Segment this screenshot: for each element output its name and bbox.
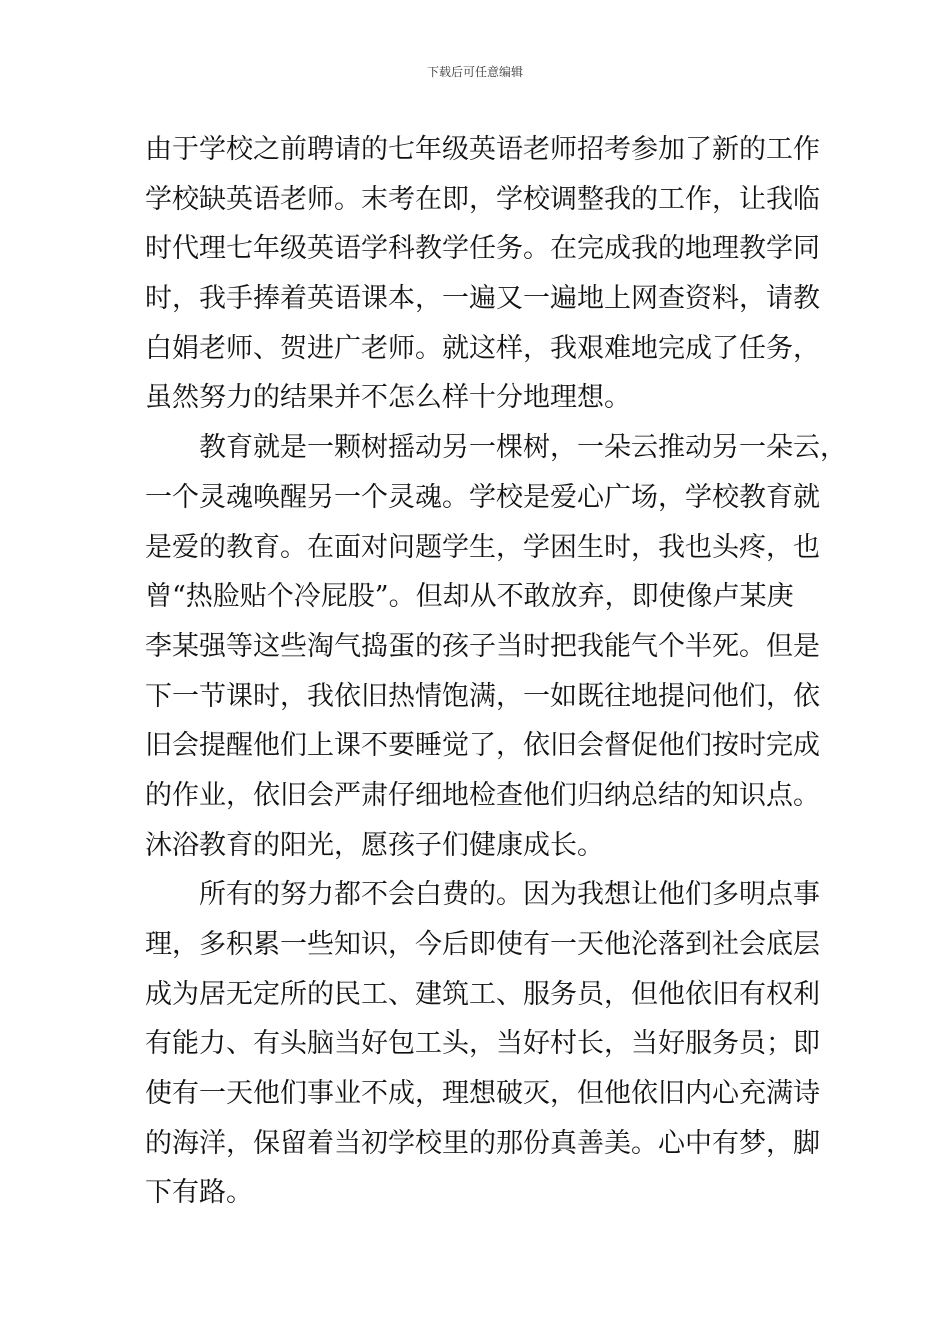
text-line: 下有路。: [145, 1177, 253, 1209]
text-line: 理，多积累一些知识，今后即使有一天他沦落到社会底层: [145, 929, 820, 960]
text-line: 李某强等这些淘气捣蛋的孩子当时把我能气个半死。但是: [145, 630, 820, 662]
text-line: 所有的努力都不会白费的。因为我想让他们多明点事: [145, 879, 820, 911]
text-line: 旧会提醒他们上课不要睡觉了，依旧会督促他们按时完成: [145, 730, 820, 762]
text-line: 是爱的教育。在面对问题学生，学困生时，我也头疼，也: [145, 531, 820, 563]
text-line: 学校缺英语老师。末考在即，学校调整我的工作，让我临: [145, 183, 820, 215]
text-line: 时，我手捧着英语课本，一遍又一遍地上网查资料，请教: [145, 283, 820, 315]
text-line: 虽然努力的结果并不怎么样十分地理想。: [145, 382, 631, 414]
text-line: 使有一天他们事业不成，理想破灭，但他依旧内心充满诗: [145, 1078, 820, 1110]
text-line: 沐浴教育的阳光，愿孩子们健康成长。: [145, 829, 604, 861]
text-line: 下一节课时，我依旧热情饱满，一如既往地提问他们，依: [145, 680, 820, 712]
text-line: 成为居无定所的民工、建筑工、服务员，但他依旧有权利: [145, 978, 820, 1010]
text-line: 由于学校之前聘请的七年级英语老师招考参加了新的工作: [145, 134, 820, 165]
text-line: 的海洋，保留着当初学校里的那份真善美。心中有梦，脚: [145, 1127, 820, 1159]
text-line: 白娟老师、贺进广老师。就这样，我艰难地完成了任务，: [145, 332, 820, 364]
text-line: 教育就是一颗树摇动另一棵树，一朵云推动另一朵云，: [145, 432, 847, 464]
text-line: 时代理七年级英语学科教学任务。在完成我的地理教学同: [145, 233, 820, 265]
page-header: 下载后可任意编辑: [426, 65, 523, 79]
document-body: [145, 125, 847, 1218]
text-line: 一个灵魂唤醒另一个灵魂。学校是爱心广场，学校教育就: [145, 481, 820, 513]
text-line: 曾“热脸贴个冷屁股”。但却从不敢放弃，即使像卢某庚: [145, 581, 794, 613]
text-line: 的作业，依旧会严肃仔细地检查他们归纳总结的知识点。: [145, 779, 820, 811]
text-line: 有能力、有头脑当好包工头，当好村长，当好服务员；即: [145, 1028, 820, 1060]
